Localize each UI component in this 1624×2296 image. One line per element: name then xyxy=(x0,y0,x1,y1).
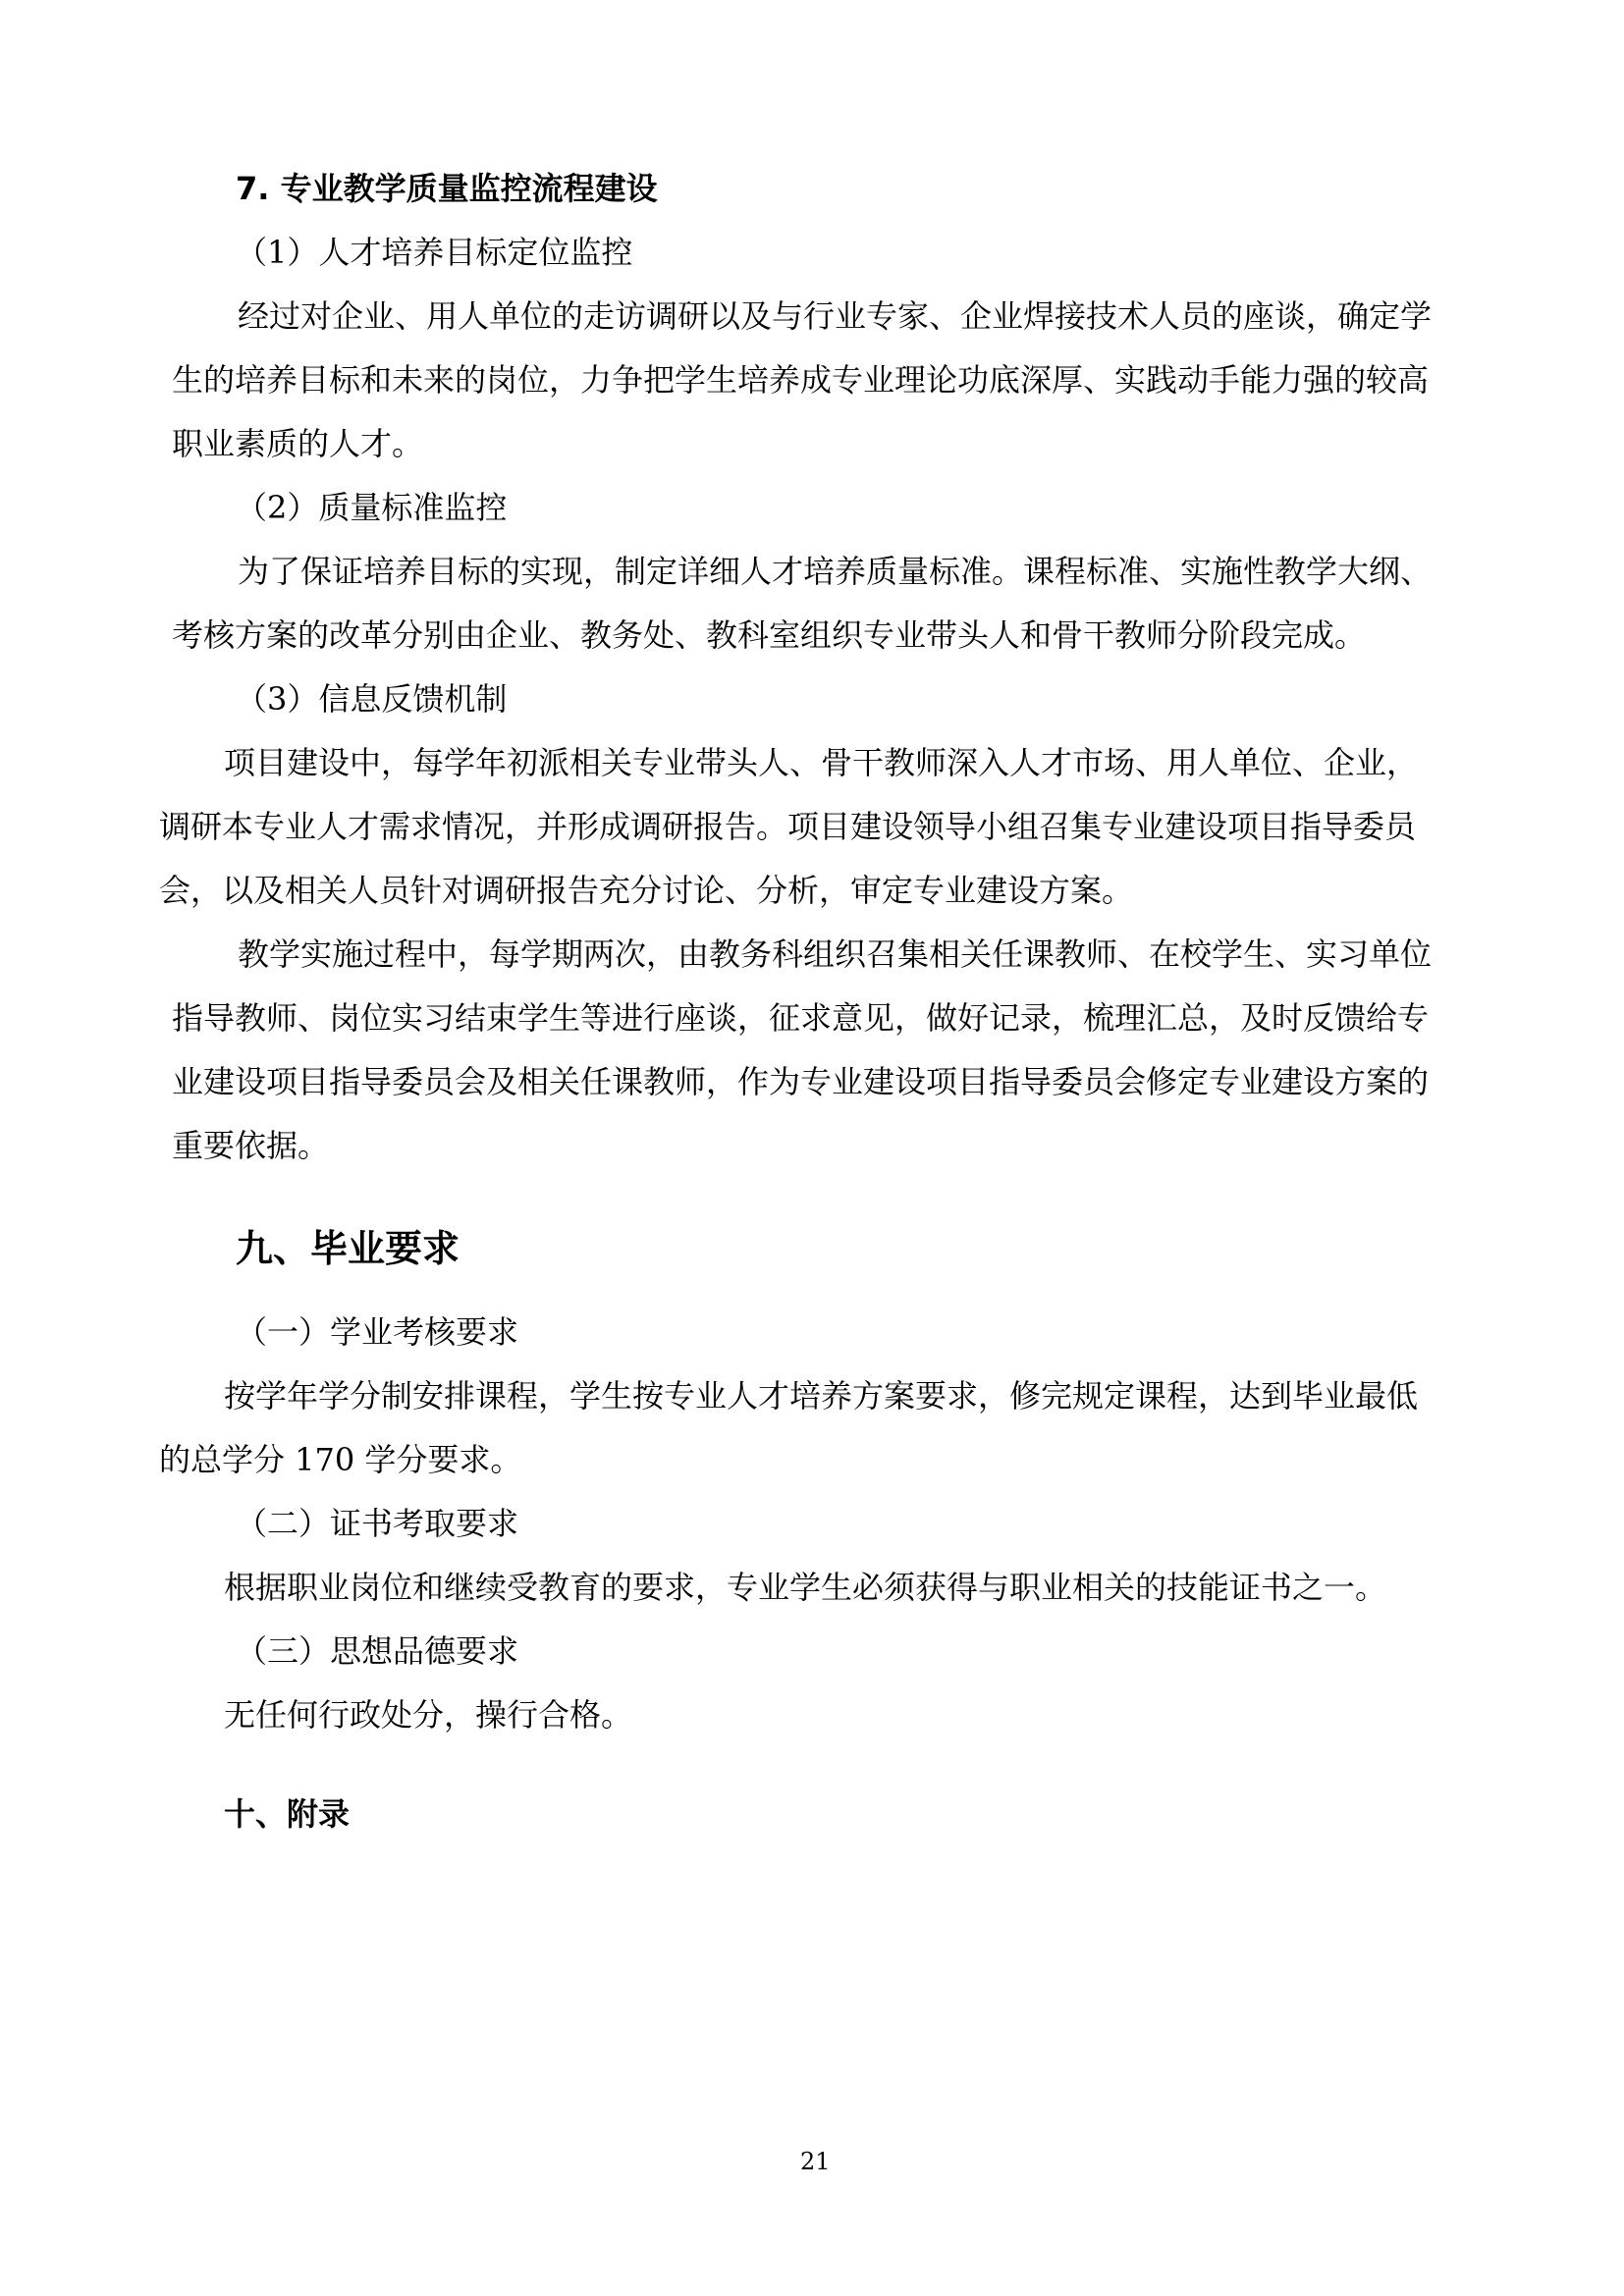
paragraph-line: 按学年学分制安排课程，学生按专业人才培养方案要求，修完规定课程，达到毕业最低 xyxy=(224,1377,1419,1415)
subsection-title: （二）证书考取要求 xyxy=(236,1505,519,1542)
subsection-2-title: （2）质量标准监控 xyxy=(236,489,508,526)
paragraph-line: 考核方案的改革分别由企业、教务处、教科室组织专业带头人和骨干教师分阶段完成。 xyxy=(172,616,1367,654)
subsection-title: （一）学业考核要求 xyxy=(236,1313,519,1351)
subsection-title: （三）思想品德要求 xyxy=(236,1632,519,1670)
paragraph-line: 经过对企业、用人单位的走访调研以及与行业专家、企业焊接技术人员的座谈，确定学 xyxy=(238,297,1433,335)
section-7-heading: 7. 专业教学质量监控流程建设 xyxy=(236,170,658,207)
subsection-3-title: （3）信息反馈机制 xyxy=(236,680,508,718)
paragraph-line: 重要依据。 xyxy=(172,1127,330,1164)
paragraph-line: 业建设项目指导委员会及相关任课教师，作为专业建设项目指导委员会修定专业建设方案的 xyxy=(172,1063,1430,1100)
page-number: 21 xyxy=(800,2148,831,2175)
paragraph-line: 会，以及相关人员针对调研报告充分讨论、分析，审定专业建设方案。 xyxy=(159,872,1134,909)
subsection-1-title: （1）人才培养目标定位监控 xyxy=(236,234,633,271)
paragraph-line: 的总学分 170 学分要求。 xyxy=(159,1441,522,1478)
paragraph-line: 生的培养目标和未来的岗位，力争把学生培养成专业理论功底深厚、实践动手能力强的较高 xyxy=(172,361,1430,399)
paragraph-line: 无任何行政处分，操行合格。 xyxy=(224,1696,633,1734)
paragraph-line: 调研本专业人才需求情况，并形成调研报告。项目建设领导小组召集专业建设项目指导委员 xyxy=(159,808,1417,845)
paragraph-line: 教学实施过程中，每学期两次，由教务科组织召集相关任课教师、在校学生、实习单位 xyxy=(238,935,1433,973)
paragraph-line: 为了保证培养目标的实现，制定详细人才培养质量标准。课程标准、实施性教学大纲、 xyxy=(238,553,1433,590)
paragraph-line: 根据职业岗位和继续受教育的要求，专业学生必须获得与职业相关的技能证书之一。 xyxy=(224,1569,1387,1606)
paragraph-line: 职业素质的人才。 xyxy=(172,425,424,462)
section-10-heading: 十、附录 xyxy=(224,1795,351,1833)
section-9-heading: 九、毕业要求 xyxy=(236,1227,460,1270)
paragraph-line: 项目建设中，每学年初派相关专业带头人、骨干教师深入人才市场、用人单位、企业， xyxy=(224,744,1419,781)
paragraph-line: 指导教师、岗位实习结束学生等进行座谈，征求意见，做好记录，梳理汇总，及时反馈给专 xyxy=(172,999,1430,1037)
